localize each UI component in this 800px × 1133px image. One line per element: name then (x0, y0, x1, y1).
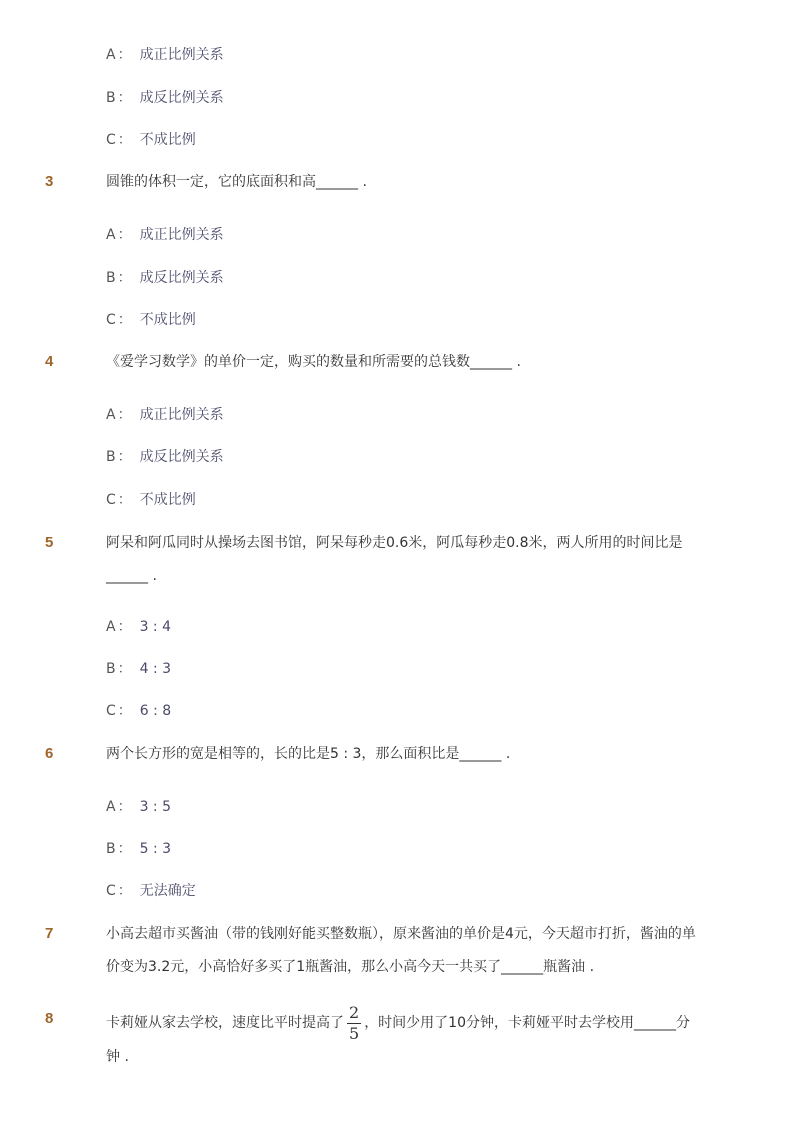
question-text-continued: 价变为3.2元，小高恰好多买了1瓶酱油，那么小高今天一共买了______瓶酱油 . (106, 959, 595, 975)
question-text-continued: ______ . (106, 568, 157, 584)
question-number: 6 (45, 745, 54, 762)
option-separator: ： (117, 227, 132, 243)
option-c[interactable] (106, 490, 196, 510)
question-text-part: 卡莉娅从家去学校，速度比平时提高了 (106, 1015, 344, 1031)
option-separator: ： (117, 619, 132, 635)
fraction (347, 1004, 361, 1043)
option-b[interactable] (106, 659, 171, 679)
option-letter: A (106, 799, 116, 815)
question-text: 小高去超市买酱油（带的钱刚好能买整数瓶），原来酱油的单价是4元，今天超市打折，酱油的单 (106, 926, 696, 942)
option-a[interactable] (106, 617, 171, 637)
option-text: 成正比例关系 (139, 407, 224, 423)
option-c[interactable] (106, 881, 196, 901)
option-b[interactable] (106, 839, 171, 859)
option-text: 3 : 5 (139, 799, 172, 815)
option-separator: ： (117, 883, 132, 899)
option-separator: ： (117, 703, 132, 719)
question-number: 4 (45, 353, 54, 370)
question-text (106, 1000, 690, 1046)
option-text: 5 : 3 (139, 841, 172, 857)
option-text: 不成比例 (139, 312, 196, 328)
option-text: 成正比例关系 (139, 47, 224, 63)
option-text: 无法确定 (139, 883, 196, 899)
option-letter: C (106, 312, 116, 328)
option-separator: ： (117, 449, 132, 465)
option-letter: C (106, 492, 116, 508)
option-letter: A (106, 227, 116, 243)
option-separator: ： (117, 47, 132, 63)
option-letter: B (106, 270, 116, 286)
option-text: 成反比例关系 (139, 270, 224, 286)
option-text: 4 : 3 (139, 661, 172, 677)
option-a[interactable] (106, 45, 224, 65)
option-text: 成反比例关系 (139, 90, 224, 106)
option-c[interactable] (106, 130, 196, 150)
option-letter: C (106, 883, 116, 899)
question-text-continued: 钟 . (106, 1049, 129, 1065)
option-separator: ： (117, 799, 132, 815)
option-text: 6 : 8 (139, 703, 172, 719)
option-a[interactable] (106, 225, 224, 245)
option-a[interactable] (106, 405, 224, 425)
option-separator: ： (117, 661, 132, 677)
option-letter: A (106, 407, 116, 423)
option-separator: ： (117, 132, 132, 148)
option-separator: ： (117, 407, 132, 423)
fraction-numerator: 2 (349, 1002, 360, 1022)
option-letter: C (106, 703, 116, 719)
question-text: 两个长方形的宽是相等的，长的比是5 : 3，那么面积比是______ . (106, 746, 511, 762)
question-text: 圆锥的体积一定，它的底面积和高______ . (106, 174, 367, 190)
option-separator: ： (117, 492, 132, 508)
option-letter: B (106, 449, 116, 465)
question-text: 《爱学习数学》的单价一定，购买的数量和所需要的总钱数______ . (106, 354, 521, 370)
option-letter: A (106, 619, 116, 635)
option-separator: ： (117, 270, 132, 286)
option-separator: ： (117, 312, 132, 328)
option-c[interactable] (106, 701, 171, 721)
option-text: 3 : 4 (139, 619, 172, 635)
question-number: 8 (45, 1010, 54, 1027)
option-letter: B (106, 661, 116, 677)
option-letter: A (106, 47, 116, 63)
option-text: 成正比例关系 (139, 227, 224, 243)
option-text: 不成比例 (139, 492, 196, 508)
question-number: 7 (45, 925, 54, 942)
option-b[interactable] (106, 447, 224, 467)
option-separator: ： (117, 90, 132, 106)
question-number: 3 (45, 173, 54, 190)
option-letter: B (106, 90, 116, 106)
option-letter: B (106, 841, 116, 857)
option-c[interactable] (106, 310, 196, 330)
option-a[interactable] (106, 797, 171, 817)
fraction-denominator: 5 (349, 1023, 360, 1043)
option-b[interactable] (106, 88, 224, 108)
option-text: 成反比例关系 (139, 449, 224, 465)
option-text: 不成比例 (139, 132, 196, 148)
option-letter: C (106, 132, 116, 148)
option-separator: ： (117, 841, 132, 857)
question-text-part: ，时间少用了10分钟，卡莉娅平时去学校用______分 (364, 1015, 691, 1031)
question-text: 阿呆和阿瓜同时从操场去图书馆，阿呆每秒走0.6米，阿瓜每秒走0.8米，两人所用的时间比是 (106, 535, 683, 551)
option-b[interactable] (106, 268, 224, 288)
question-number: 5 (45, 534, 54, 551)
